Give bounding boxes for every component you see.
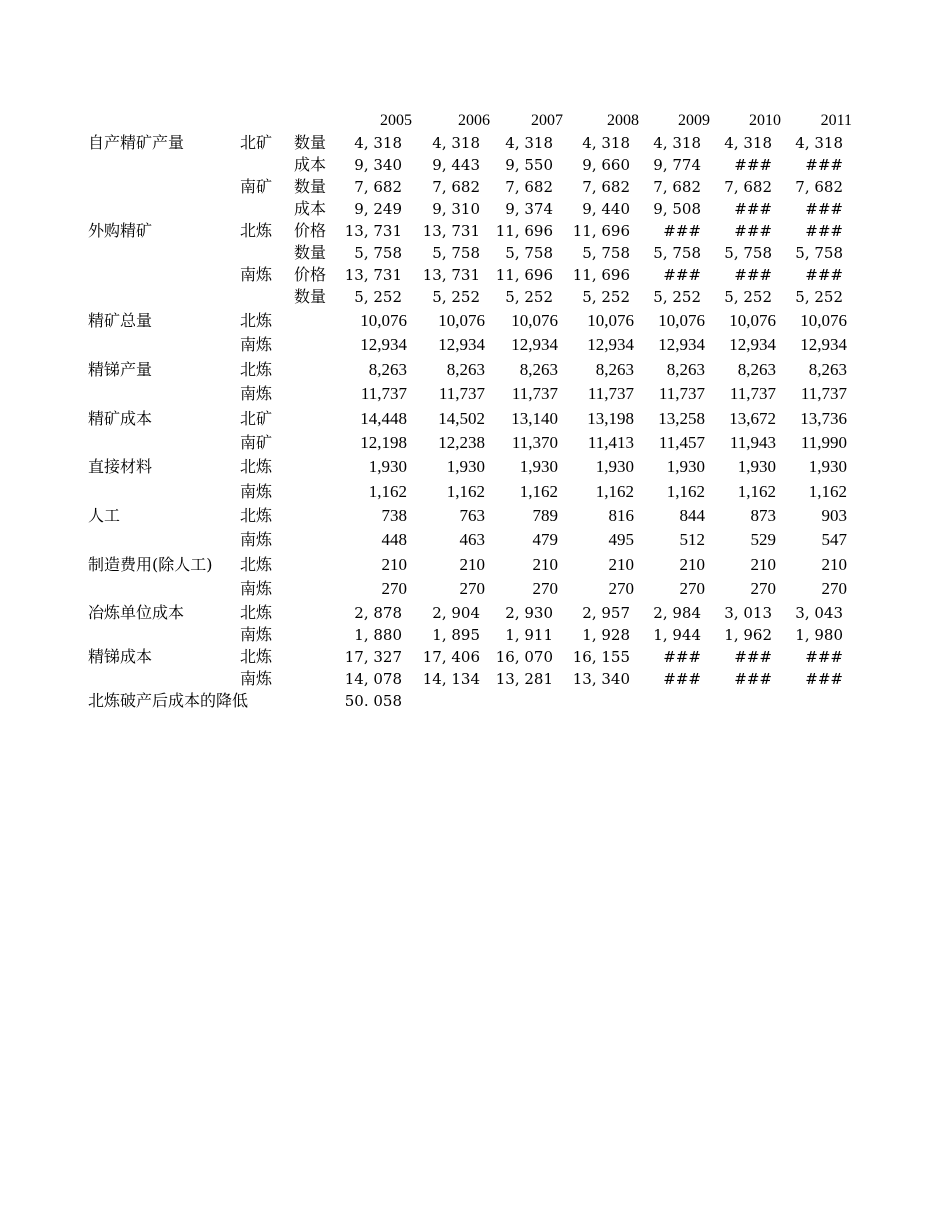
value-cell: 5, 252	[432, 288, 480, 306]
value-cell: 270	[381, 579, 407, 598]
value-cell: 8,263	[666, 360, 705, 379]
value-cell: 1,930	[519, 457, 558, 476]
value-cell: 1, 911	[505, 626, 553, 644]
value-cell: 11,737	[587, 384, 634, 403]
year-header: 2006	[458, 112, 490, 129]
value-cell: ###	[805, 266, 843, 284]
value-cell: 1, 928	[582, 626, 630, 644]
value-cell: 10,076	[658, 311, 705, 330]
value-cell: 9, 660	[582, 156, 630, 174]
row-category-label: 冶炼单位成本	[88, 603, 185, 622]
value-cell: 9, 340	[354, 156, 402, 174]
value-cell: 13,198	[587, 409, 634, 428]
value-cell: 11, 696	[495, 222, 553, 240]
year-header: 2005	[380, 112, 412, 129]
value-cell: 5, 252	[653, 288, 701, 306]
value-cell: 1,162	[519, 482, 558, 501]
value-cell: 7, 682	[724, 178, 772, 196]
value-cell: 479	[532, 530, 558, 549]
row-plant-label: 北矿	[240, 133, 273, 152]
value-cell: 7, 682	[653, 178, 701, 196]
row-measure-label: 成本	[294, 199, 327, 218]
value-cell: 270	[459, 579, 485, 598]
value-cell: 14, 078	[344, 670, 402, 688]
value-cell: 210	[459, 555, 485, 574]
value-cell: 9, 508	[653, 200, 701, 218]
value-cell: 1,162	[737, 482, 776, 501]
value-cell: ###	[805, 200, 843, 218]
row-measure-label: 成本	[294, 155, 327, 174]
row-plant-label: 南炼	[240, 384, 273, 403]
value-cell: 270	[608, 579, 634, 598]
value-cell: ###	[805, 670, 843, 688]
value-cell: 9, 443	[432, 156, 480, 174]
value-cell: 12,934	[360, 335, 407, 354]
value-cell: 17, 406	[422, 648, 480, 666]
row-plant-label: 北炼	[240, 506, 273, 525]
value-cell: 5, 758	[582, 244, 630, 262]
value-cell: 12,238	[438, 433, 485, 452]
value-cell: 11, 696	[495, 266, 553, 284]
value-cell: 1,162	[595, 482, 634, 501]
value-cell: 5, 758	[795, 244, 843, 262]
value-cell: 4, 318	[653, 134, 701, 152]
value-cell: 3, 043	[795, 604, 843, 622]
value-cell: 11,413	[587, 433, 634, 452]
value-cell: 12,934	[729, 335, 776, 354]
value-cell: 13,736	[800, 409, 847, 428]
value-cell: 7, 682	[582, 178, 630, 196]
value-cell: 5, 252	[354, 288, 402, 306]
value-cell: 210	[821, 555, 847, 574]
value-cell: 1,162	[446, 482, 485, 501]
value-cell: 5, 252	[505, 288, 553, 306]
value-cell: 270	[821, 579, 847, 598]
row-plant-label: 北炼	[240, 457, 273, 476]
value-cell: 210	[532, 555, 558, 574]
value-cell: 8,263	[737, 360, 776, 379]
value-cell: 1, 944	[653, 626, 701, 644]
value-cell: ###	[663, 222, 701, 240]
value-cell: 10,076	[438, 311, 485, 330]
row-measure-label: 数量	[294, 243, 327, 262]
value-cell: 10,076	[360, 311, 407, 330]
year-header: 2008	[607, 112, 639, 129]
value-cell: 17, 327	[344, 648, 402, 666]
value-cell: 763	[459, 506, 485, 525]
row-plant-label: 北炼	[240, 360, 273, 379]
value-cell: 3, 013	[724, 604, 772, 622]
row-plant-label: 南矿	[240, 433, 273, 452]
value-cell: 11,943	[729, 433, 776, 452]
value-cell: 13, 731	[344, 266, 402, 284]
value-cell: 10,076	[511, 311, 558, 330]
row-plant-label: 北炼	[240, 221, 273, 240]
value-cell: 13, 340	[572, 670, 630, 688]
value-cell: 1,162	[368, 482, 407, 501]
value-cell: 816	[608, 506, 634, 525]
value-cell: 4, 318	[505, 134, 553, 152]
value-cell: 14,502	[438, 409, 485, 428]
value-cell: 11,737	[360, 384, 407, 403]
value-cell: 10,076	[729, 311, 776, 330]
value-cell: ###	[805, 156, 843, 174]
value-cell: 11,370	[511, 433, 558, 452]
value-cell: ###	[663, 266, 701, 284]
value-cell: 1,930	[666, 457, 705, 476]
row-plant-label: 南炼	[240, 625, 273, 644]
value-cell: ###	[663, 670, 701, 688]
value-cell: 9, 310	[432, 200, 480, 218]
value-cell: 448	[381, 530, 407, 549]
value-cell: 13, 731	[422, 222, 480, 240]
row-category-label: 直接材料	[88, 457, 153, 476]
value-cell: 7, 682	[505, 178, 553, 196]
value-cell: 529	[750, 530, 776, 549]
value-cell: ###	[734, 670, 772, 688]
value-cell: 11, 696	[572, 222, 630, 240]
value-cell: 8,263	[595, 360, 634, 379]
value-cell: 4, 318	[432, 134, 480, 152]
year-header: 2007	[531, 112, 563, 129]
row-measure-label: 价格	[294, 221, 327, 240]
row-measure-label: 数量	[294, 287, 327, 306]
value-cell: 873	[750, 506, 776, 525]
value-cell: 13,672	[729, 409, 776, 428]
value-cell: 12,934	[800, 335, 847, 354]
value-cell: 9, 249	[354, 200, 402, 218]
value-cell: ###	[734, 266, 772, 284]
row-category-label: 人工	[88, 506, 121, 525]
value-cell: 7, 682	[795, 178, 843, 196]
value-cell: 8,263	[808, 360, 847, 379]
row-plant-label: 南炼	[240, 482, 273, 501]
value-cell: 13,258	[658, 409, 705, 428]
row-plant-label: 北炼	[240, 647, 273, 666]
value-cell: 8,263	[446, 360, 485, 379]
value-cell: 1,930	[808, 457, 847, 476]
value-cell: 1,162	[666, 482, 705, 501]
value-cell: 5, 252	[795, 288, 843, 306]
year-header: 2009	[678, 112, 710, 129]
value-cell: 1, 962	[724, 626, 772, 644]
year-header: 2011	[820, 112, 852, 129]
value-cell: 210	[679, 555, 705, 574]
row-category-label: 精矿总量	[88, 311, 153, 330]
value-cell: 4, 318	[724, 134, 772, 152]
value-cell: ###	[734, 200, 772, 218]
value-cell: 5, 252	[724, 288, 772, 306]
row-measure-label: 数量	[294, 177, 327, 196]
value-cell: 13, 731	[344, 222, 402, 240]
value-cell: 789	[532, 506, 558, 525]
value-cell: 210	[608, 555, 634, 574]
value-cell: 903	[821, 506, 847, 525]
value-cell: 14, 134	[422, 670, 480, 688]
row-plant-label: 南炼	[240, 530, 273, 549]
value-cell: ###	[734, 222, 772, 240]
value-cell: 1, 895	[432, 626, 480, 644]
value-cell: 2, 878	[354, 604, 402, 622]
value-cell: ###	[663, 648, 701, 666]
row-plant-label: 南炼	[240, 669, 273, 688]
year-header: 2010	[749, 112, 781, 129]
value-cell: 12,934	[438, 335, 485, 354]
value-cell: 270	[532, 579, 558, 598]
value-cell: 1,930	[446, 457, 485, 476]
row-category-label: 自产精矿产量	[88, 133, 185, 152]
value-cell: 12,934	[587, 335, 634, 354]
value-cell: 1,930	[737, 457, 776, 476]
value-cell: 5, 758	[354, 244, 402, 262]
value-cell: 1,930	[368, 457, 407, 476]
value-cell: 11,737	[658, 384, 705, 403]
value-cell: 11,737	[800, 384, 847, 403]
row-category-label: 精矿成本	[88, 409, 153, 428]
value-cell: 2, 984	[653, 604, 701, 622]
row-plant-label: 北炼	[240, 311, 273, 330]
value-cell: 50. 058	[344, 692, 402, 710]
value-cell: 16, 155	[572, 648, 630, 666]
value-cell: 495	[608, 530, 634, 549]
row-plant-label: 南炼	[240, 265, 273, 284]
value-cell: 11,737	[729, 384, 776, 403]
value-cell: 1,930	[595, 457, 634, 476]
value-cell: 844	[679, 506, 705, 525]
value-cell: 11,457	[658, 433, 705, 452]
value-cell: 9, 374	[505, 200, 553, 218]
value-cell: 4, 318	[354, 134, 402, 152]
value-cell: 210	[750, 555, 776, 574]
value-cell: 12,934	[658, 335, 705, 354]
value-cell: 1, 880	[354, 626, 402, 644]
row-measure-label: 价格	[294, 265, 327, 284]
value-cell: 11,990	[800, 433, 847, 452]
value-cell: 16, 070	[495, 648, 553, 666]
value-cell: 210	[381, 555, 407, 574]
row-category-label: 精锑成本	[88, 647, 153, 666]
value-cell: 5, 758	[653, 244, 701, 262]
value-cell: 5, 758	[432, 244, 480, 262]
value-cell: 11,737	[438, 384, 485, 403]
value-cell: ###	[805, 648, 843, 666]
row-plant-label: 南炼	[240, 579, 273, 598]
value-cell: 738	[381, 506, 407, 525]
value-cell: 512	[679, 530, 705, 549]
row-plant-label: 北矿	[240, 409, 273, 428]
row-plant-label: 北炼	[240, 603, 273, 622]
value-cell: 2, 904	[432, 604, 480, 622]
value-cell: 2, 957	[582, 604, 630, 622]
value-cell: 10,076	[800, 311, 847, 330]
row-plant-label: 南炼	[240, 335, 273, 354]
row-category-label: 北炼破产后成本的降低	[88, 691, 249, 710]
row-category-label: 外购精矿	[88, 221, 153, 240]
value-cell: 7, 682	[354, 178, 402, 196]
value-cell: 5, 758	[505, 244, 553, 262]
value-cell: 4, 318	[582, 134, 630, 152]
value-cell: ###	[734, 648, 772, 666]
value-cell: 8,263	[368, 360, 407, 379]
value-cell: 12,934	[511, 335, 558, 354]
value-cell: 8,263	[519, 360, 558, 379]
value-cell: 2, 930	[505, 604, 553, 622]
value-cell: 463	[459, 530, 485, 549]
row-category-label: 精锑产量	[88, 360, 153, 379]
value-cell: 1, 980	[795, 626, 843, 644]
value-cell: 13,140	[511, 409, 558, 428]
row-category-label: 制造费用(除人工)	[88, 555, 213, 574]
value-cell: 13, 281	[495, 670, 553, 688]
value-cell: ###	[734, 156, 772, 174]
value-cell: 547	[821, 530, 847, 549]
value-cell: 9, 440	[582, 200, 630, 218]
value-cell: 4, 318	[795, 134, 843, 152]
row-plant-label: 北炼	[240, 555, 273, 574]
value-cell: 11, 696	[572, 266, 630, 284]
row-plant-label: 南矿	[240, 177, 273, 196]
value-cell: 7, 682	[432, 178, 480, 196]
row-measure-label: 数量	[294, 133, 327, 152]
value-cell: 270	[750, 579, 776, 598]
value-cell: 12,198	[360, 433, 407, 452]
value-cell: 1,162	[808, 482, 847, 501]
value-cell: ###	[805, 222, 843, 240]
value-cell: 5, 252	[582, 288, 630, 306]
value-cell: 270	[679, 579, 705, 598]
value-cell: 14,448	[360, 409, 407, 428]
value-cell: 13, 731	[422, 266, 480, 284]
value-cell: 11,737	[511, 384, 558, 403]
value-cell: 9, 550	[505, 156, 553, 174]
value-cell: 10,076	[587, 311, 634, 330]
value-cell: 5, 758	[724, 244, 772, 262]
value-cell: 9, 774	[653, 156, 701, 174]
